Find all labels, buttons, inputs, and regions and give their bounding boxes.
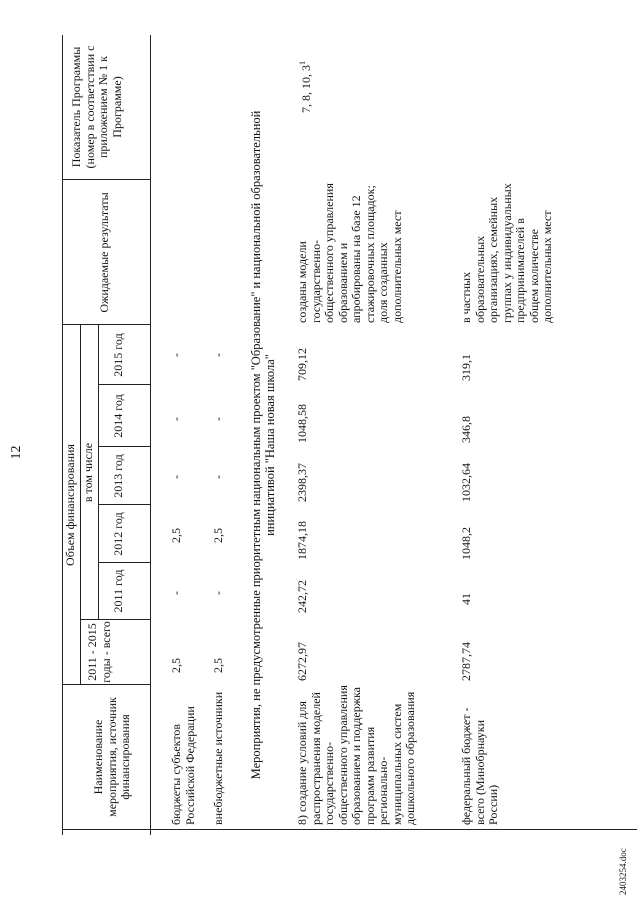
header-y2015: 2015 год bbox=[111, 333, 125, 377]
cell-total: 6272,97 bbox=[295, 642, 309, 681]
indicator-cell: 7, 8, 10, $3^1$ bbox=[298, 61, 313, 113]
cell-2011: 242,72 bbox=[295, 580, 309, 613]
page-number: 12 bbox=[9, 445, 24, 460]
table-left-line bbox=[62, 829, 637, 830]
cell-2012: 2,5 bbox=[169, 528, 183, 543]
result-text: в частных образовательных организациях, семейных группах у индивидуальных предпринимателей в общем количестве дополнительных мест bbox=[459, 183, 554, 323]
cell-total: 2,5 bbox=[169, 658, 183, 673]
header-y2013: 2013 год bbox=[111, 454, 125, 498]
row-name: внебюджетные источники bbox=[211, 691, 225, 825]
row-name: бюджеты субъектов Российской Федерации bbox=[169, 706, 197, 825]
header-y2012: 2012 год bbox=[111, 512, 125, 556]
divider bbox=[80, 325, 81, 685]
result-text: созданы модели государственно-общественного управления образованием и апробированы на базе 12 стажировочных площадок; доля созданных дополнительных мест bbox=[295, 183, 404, 323]
cell-2011: 41 bbox=[459, 593, 473, 605]
cell-2013: - bbox=[211, 475, 225, 479]
cell-2015: 709,12 bbox=[295, 348, 309, 381]
cell-2011: - bbox=[211, 591, 225, 595]
divider bbox=[62, 179, 150, 180]
cell-2014: 346,8 bbox=[459, 416, 473, 443]
cell-2013: - bbox=[169, 475, 183, 479]
header-y2011: 2011 год bbox=[111, 569, 125, 613]
cell-2015: 319,1 bbox=[459, 354, 473, 381]
cell-2012: 2,5 bbox=[211, 528, 225, 543]
cell-total: 2,5 bbox=[211, 658, 225, 673]
header-bottom-line bbox=[150, 35, 151, 835]
cell-2013: 2398,37 bbox=[295, 463, 309, 502]
header-funding: Объем финансирования bbox=[63, 444, 77, 566]
header-total: 2011 - 2015 годы - всего bbox=[85, 621, 113, 683]
divider bbox=[98, 384, 150, 385]
cell-2014: - bbox=[211, 417, 225, 421]
cell-2014: - bbox=[169, 417, 183, 421]
cell-2013: 1032,64 bbox=[459, 463, 473, 502]
row-name: федеральный бюджет - всего (Минобрнауки России) bbox=[459, 707, 500, 825]
divider bbox=[98, 325, 99, 620]
header-indicator: Показатель Программы (номер в соответствии с приложением № 1 к Программе) bbox=[69, 45, 124, 169]
divider bbox=[98, 504, 150, 505]
header-name: Наименование мероприятия, источник финансирования bbox=[91, 697, 132, 817]
divider bbox=[98, 562, 150, 563]
cell-2015: - bbox=[211, 353, 225, 357]
header-results: Ожидаемые результаты bbox=[97, 192, 111, 313]
cell-2011: - bbox=[169, 591, 183, 595]
section-title: Мероприятия, не предусмотренные приоритетным национальным проектом "Образование" и национальной образовательной инициативой "Наша новая школа" bbox=[249, 110, 277, 780]
cell-2012: 1874,18 bbox=[295, 521, 309, 560]
doc-code: 2403254.doc bbox=[618, 848, 628, 895]
header-incl: в том числе bbox=[81, 442, 95, 503]
cell-2012: 1048,2 bbox=[459, 527, 473, 560]
cell-2014: 1048,58 bbox=[295, 404, 309, 443]
footnote-mark: 1 bbox=[298, 61, 307, 65]
header-y2014: 2014 год bbox=[111, 394, 125, 438]
divider bbox=[98, 446, 150, 447]
row-name: 8) создание условий для распространения моделей государственно-общественного управления образованием и поддержка программ развития регионально-муниципальных систем дошкольного образования bbox=[295, 685, 417, 825]
cell-total: 2787,74 bbox=[459, 642, 473, 681]
cell-2015: - bbox=[169, 353, 183, 357]
table-top-line bbox=[62, 35, 63, 835]
